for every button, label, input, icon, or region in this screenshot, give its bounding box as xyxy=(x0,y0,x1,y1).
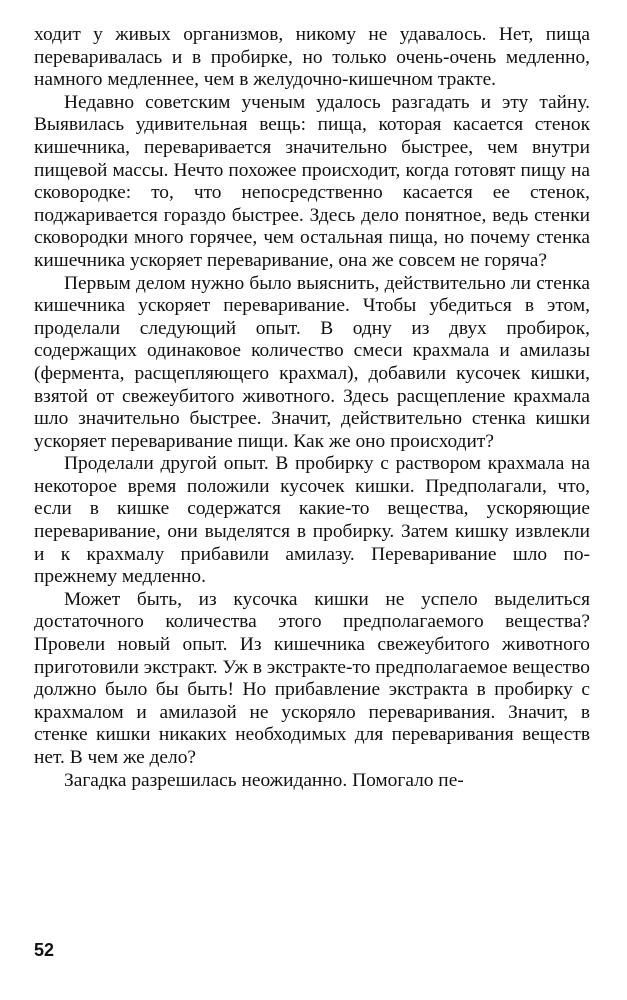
paragraph-solution-start: Загадка разрешилась неожиданно. Помогало пе- xyxy=(64,769,464,791)
paragraph-first-experiment: Первым делом нужно было выяснить, действительно ли стенка кишечника ускоряет переваривание. Чтобы убедиться в этом, проделали следующий опыт. В одну из двух пробирок, содержащих одинаковое количество смеси крахмала и амилазы (фермента, расщепляющего крахмал), добавили кусочек кишки, взятой от свежеубитого животного. Здесь расщепление крахмала шло значительно быстрее. Значит, действительно стенка кишки ускоряет переваривание пищи. Как же оно происходит? xyxy=(34,272,590,452)
page-number: 52 xyxy=(34,940,55,960)
paragraph-continued: ходит у живых организмов, никому не удавалось. Нет, пища переваривалась и в пробирке, но только очень-очень медленно, намного медленнее, чем в желудочно-кишечном тракте. xyxy=(34,24,590,91)
paragraph-second-experiment: Проделали другой опыт. В пробирку с раствором крахмала на некоторое время положили кусочек кишки. Предполагали, что, если в кишке содержатся какие-то вещества, ускоряющие переваривание, они выделятся в пробирку. Затем кишку извлекли и к крахмалу прибавили амилазу. Переваривание шло по-прежнему медленно. xyxy=(34,453,590,588)
page-text xyxy=(34,24,590,792)
paragraph-mystery-solved: Недавно советским ученым удалось разгадать и эту тайну. Выявилась удивительная вещь: пища, которая касается стенок кишечника, переваривается значительно быстрее, чем внутри пищевой массы. Нечто похожее происходит, когда готовят пищу на сковородке: то, что непосредственно касается ее стенок, поджаривается гораздо быстрее. Здесь дело понятное, ведь стенки сковородки много горячее, чем остальная пища, но почему стенка кишечника ускоряет переваривание, она же совсем не горяча? xyxy=(34,91,590,271)
paragraph-extract-experiment: Может быть, из кусочка кишки не успело выделиться достаточного количества этого предполагаемого вещества? Провели новый опыт. Из кишечника свежеубитого животного приготовили экстракт. Уж в экстракте-то предполагаемое вещество должно было бы быть! Но прибавление экстракта в пробирку с крахмалом и амилазой не ускоряло переваривания. Значит, в стенке кишки никаких необходимых для переваривания веществ нет. В чем же дело? xyxy=(34,588,590,768)
